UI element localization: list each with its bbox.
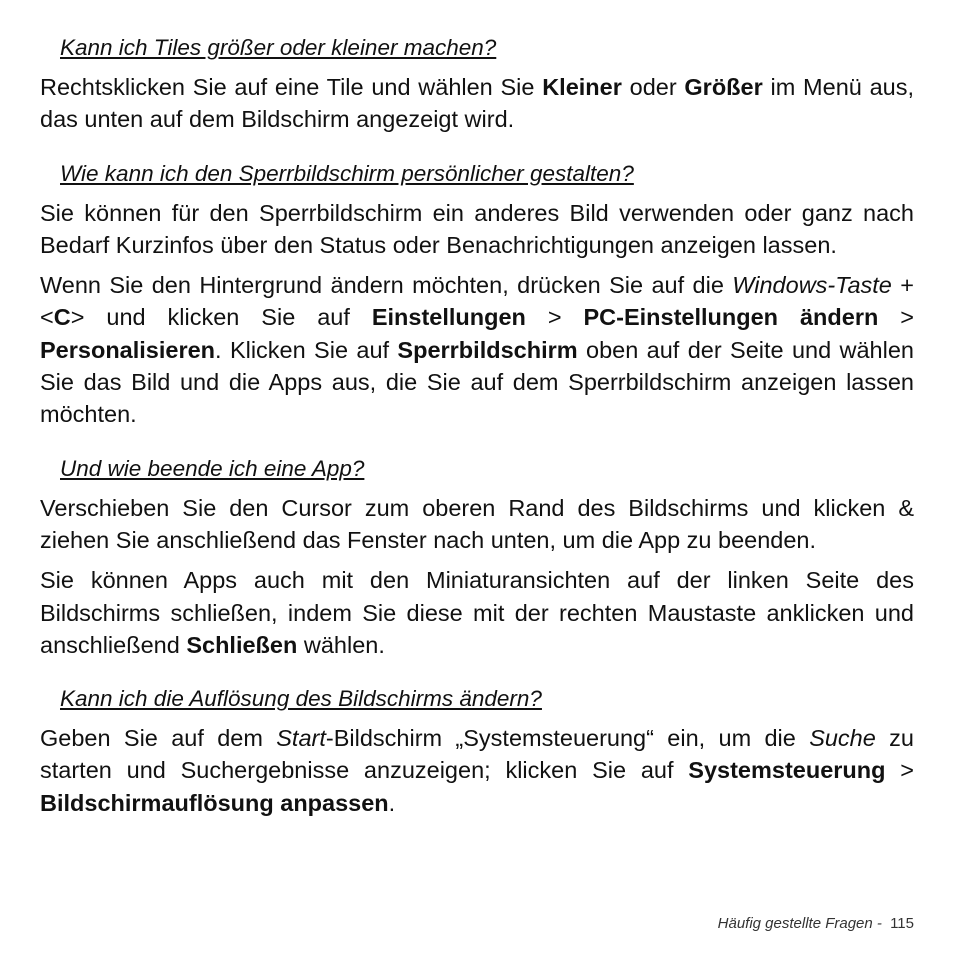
- page-footer: [718, 915, 914, 932]
- text-run: oben auf der Seite und wählen Sie das Bild und die Apps aus, die Sie auf dem Sperrbildschirm anzeigen lassen möchten.: [40, 336, 914, 428]
- text-run: >: [885, 757, 914, 784]
- faq-question: Kann ich Tiles größer oder kleiner machen?: [60, 35, 497, 60]
- text-run: zu starten und Suchergebnisse anzuzeigen; klicken Sie auf: [40, 725, 914, 784]
- text-run: -Bildschirm „Systemsteuerung“ ein, um die: [325, 725, 810, 752]
- faq-answer: [40, 564, 914, 661]
- ui-term-schliessen: Schließen: [186, 631, 298, 658]
- text-run: oder: [621, 74, 685, 100]
- text-run: >: [525, 304, 584, 331]
- ui-term-kleiner: Kleiner: [542, 74, 622, 100]
- faq-question: Wie kann ich den Sperrbildschirm persönlicher gestalten?: [60, 160, 634, 186]
- faq-answer: [40, 269, 914, 430]
- faq-answer: [40, 722, 914, 819]
- page-number: 115: [890, 915, 914, 932]
- key-name: Windows-Taste: [732, 272, 892, 299]
- ui-term-start: Start: [276, 725, 326, 752]
- text-run: . Klicken Sie auf: [215, 336, 398, 363]
- text-run: Geben Sie auf dem: [40, 725, 277, 752]
- text-run: + <: [40, 272, 914, 331]
- page-content: [40, 33, 914, 819]
- key-c: C: [53, 304, 71, 331]
- text-run: Sie können Apps auch mit den Miniaturansichten auf der linken Seite des Bildschirms schließen, indem Sie diese mit der rechten Maustaste anklicken und anschließend: [40, 567, 914, 658]
- text-run: Verschieben Sie den Cursor zum oberen Rand des Bildschirms und klicken & ziehen Sie anschließend das Fenster nach unten, um die App zu beenden.: [40, 494, 914, 553]
- text-run: im Menü aus, das unten auf dem Bildschirm angezeigt wird.: [40, 74, 914, 133]
- text-run: Sie können für den Sperrbildschirm ein anderes Bild verwenden oder ganz nach Bedarf Kurzinfos über den Status oder Benachrichtigungen anzeigen lassen.: [40, 199, 914, 258]
- footer-section-title: Häufig gestellte Fragen -: [717, 915, 882, 932]
- ui-term-suche: Suche: [809, 725, 876, 752]
- text-run: >: [878, 304, 914, 331]
- text-run: .: [388, 789, 396, 816]
- ui-term-einstellungen: Einstellungen: [371, 304, 526, 331]
- ui-term-personalisieren: Personalisieren: [40, 336, 216, 363]
- ui-term-pc-einstellungen: PC-Einstellungen ändern: [583, 304, 879, 331]
- faq-question: Kann ich die Auflösung des Bildschirms ändern?: [60, 686, 542, 712]
- faq-answer: [40, 492, 914, 557]
- text-run: Wenn Sie den Hintergrund ändern möchten, drücken Sie auf die: [40, 272, 733, 299]
- ui-term-sperrbildschirm: Sperrbildschirm: [397, 336, 578, 363]
- text-run: wählen.: [297, 631, 385, 658]
- ui-term-systemsteuerung: Systemsteuerung: [688, 757, 886, 784]
- faq-answer: [40, 197, 914, 262]
- faq-question: Und wie beende ich eine App?: [60, 455, 365, 481]
- text-run: > und klicken Sie auf: [70, 304, 372, 331]
- ui-term-bildschirmaufloesung: Bildschirmauflösung anpassen: [40, 789, 389, 816]
- faq-answer: [40, 71, 914, 136]
- ui-term-groesser: Größer: [684, 74, 763, 100]
- text-run: Rechtsklicken Sie auf eine Tile und wählen Sie: [40, 74, 543, 100]
